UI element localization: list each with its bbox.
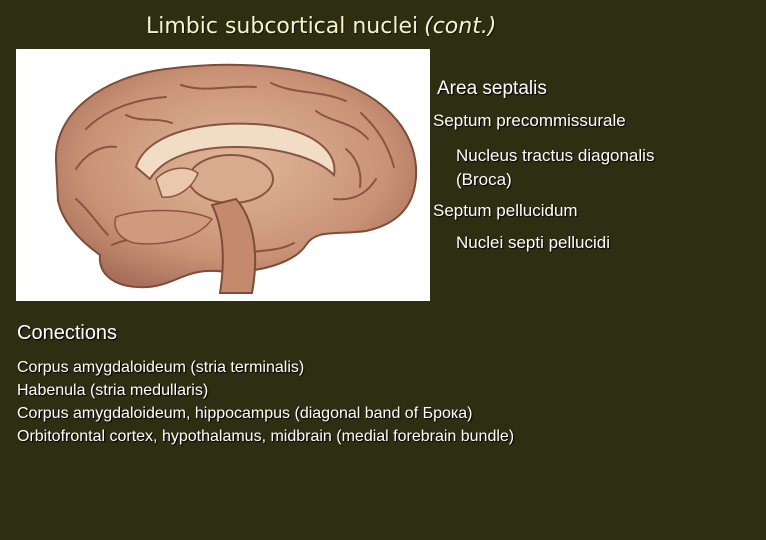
slide-title: [146, 14, 496, 39]
connections-list: [17, 356, 514, 448]
label-nucleus-tractus-line1: Nucleus tractus diagonalis: [456, 146, 655, 165]
slide-title-suffix: (cont.): [424, 14, 497, 39]
label-nucleus-tractus-line2: (Broca): [456, 170, 512, 189]
connection-item: Habenula (stria medullaris): [17, 382, 209, 399]
label-area-septalis: Area septalis: [437, 78, 547, 99]
label-nuclei-septi-pellucidi: Nuclei septi pellucidi: [456, 233, 611, 252]
connection-item: Corpus amygdaloideum, hippocampus (diagonal band of Брока): [17, 405, 473, 422]
label-septum-pellucidum: Septum pellucidum: [433, 201, 578, 220]
slide-title-main: Limbic subcortical nuclei: [146, 14, 419, 39]
connections-heading: Conections: [17, 322, 118, 344]
thalamus-shape: [189, 155, 273, 203]
brain-illustration: [16, 49, 430, 301]
connection-item: Corpus amygdaloideum (stria terminalis): [17, 359, 305, 376]
connection-item: Orbitofrontal cortex, hypothalamus, midbrain (medial forebrain bundle): [17, 428, 515, 445]
label-septum-precommissurale: Septum precommissurale: [433, 111, 626, 130]
label-nucleus-tractus-diagonalis: [456, 144, 654, 192]
brain-medial-image: [16, 49, 430, 301]
